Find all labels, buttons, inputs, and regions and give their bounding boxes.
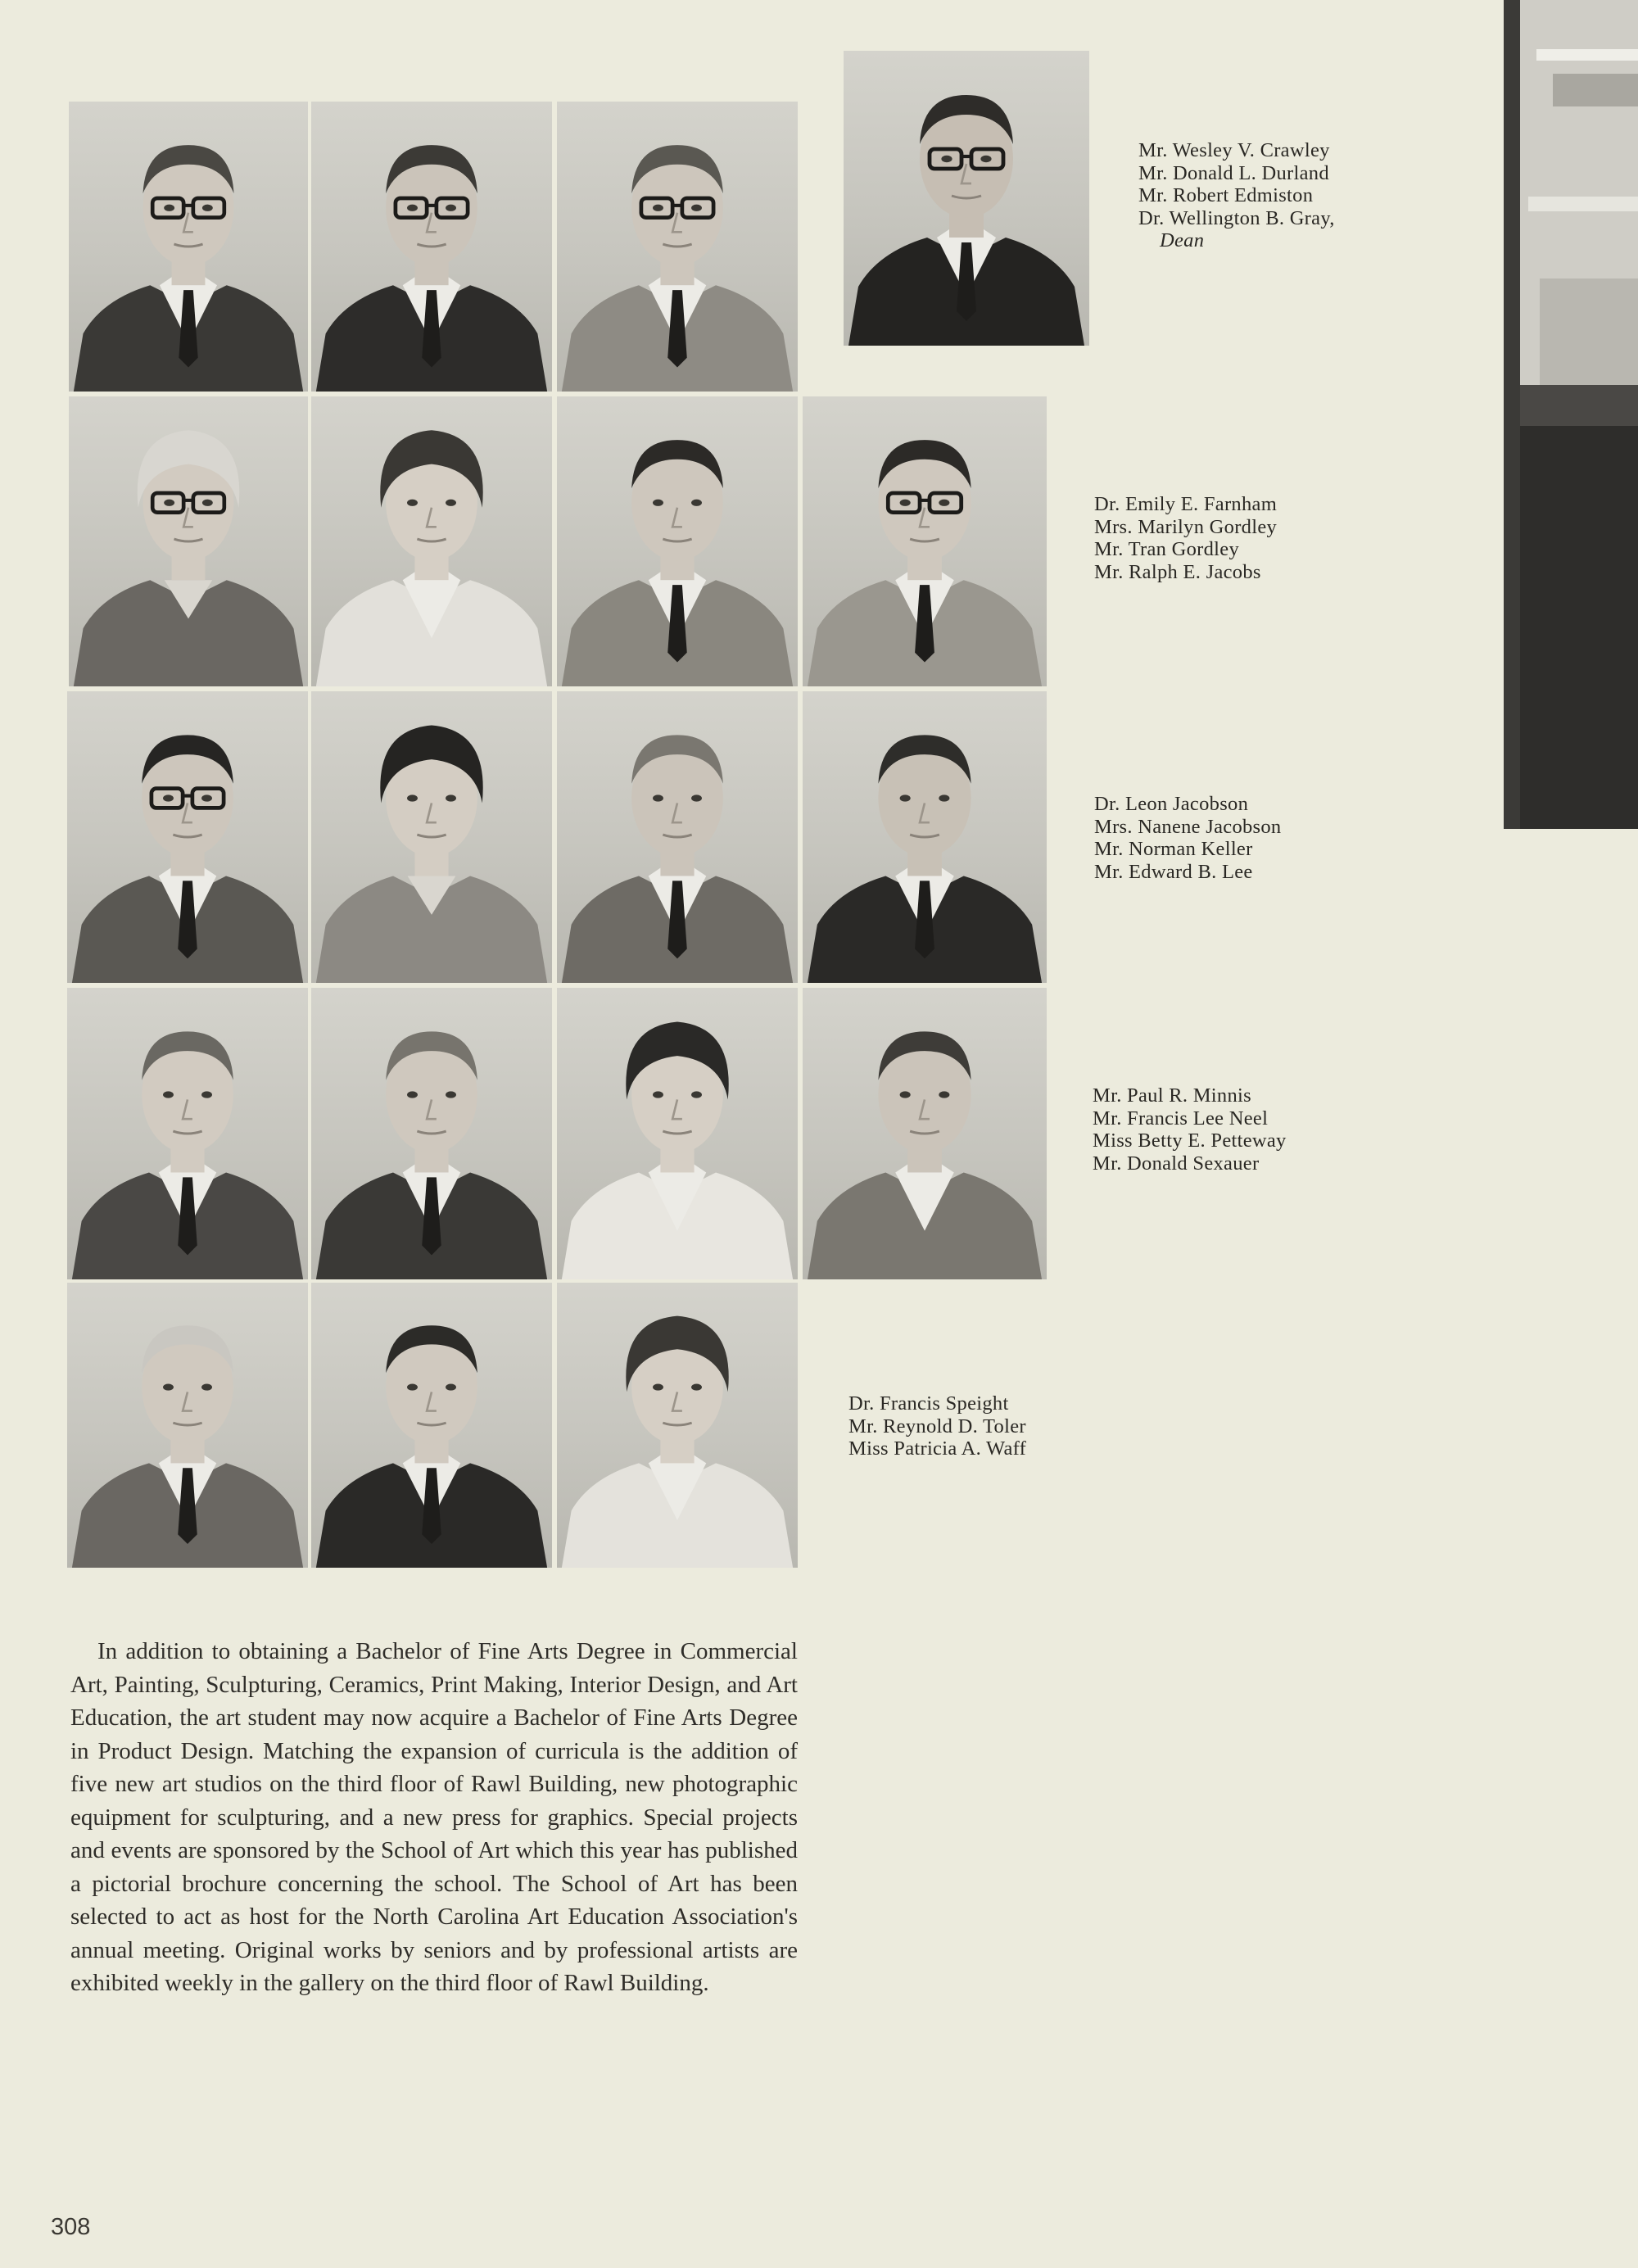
portrait-photo	[844, 51, 1089, 346]
caption-name: Mr. Reynold D. Toler	[848, 1415, 1026, 1437]
body-paragraph: In addition to obtaining a Bachelor of Fine Arts Degree in Commercial Art, Painting, Sculpturing, Ceramics, Print Making, Interior Design, and Art Education, the art student may now acquire a Bachelor of Fine Arts Degree in Product Design. Matching the expansion of curricula is the addition of five new art studios on the third floor of Rawl Building, new photographic equipment for sculpturing, and a new press for graphics. Special projects and events are sponsored by the School of Art which this year has published a pictorial brochure concerning the school. The School of Art has been selected to act as host for the North Carolina Art Education Association's annual meeting. Original works by seniors and by professional artists are exhibited weekly in the gallery on the third floor of Rawl Building.	[70, 1638, 798, 1996]
portrait-photo	[67, 1283, 308, 1568]
portrait-photo	[803, 691, 1047, 983]
portrait-photo	[557, 691, 798, 983]
portrait-photo	[311, 988, 552, 1279]
caption-name: Dr. Wellington B. Gray,	[1138, 206, 1335, 229]
portrait-photo	[557, 988, 798, 1279]
caption-name: Mrs. Marilyn Gordley	[1094, 515, 1278, 538]
portrait-photo	[69, 396, 308, 686]
portrait-photo	[67, 988, 308, 1279]
caption-name: Mr. Ralph E. Jacobs	[1094, 560, 1261, 583]
portrait-photo	[311, 691, 552, 983]
portrait-photo	[69, 102, 308, 392]
caption-group-2	[1094, 493, 1277, 583]
caption-name: Mr. Edward B. Lee	[1094, 860, 1253, 883]
caption-group-1	[1138, 139, 1335, 252]
caption-name: Mr. Francis Lee Neel	[1093, 1107, 1269, 1129]
caption-name: Mr. Wesley V. Crawley	[1138, 139, 1330, 161]
page-number: 308	[51, 2214, 91, 2240]
portrait-photo	[803, 396, 1047, 686]
caption-name: Dr. Emily E. Farnham	[1094, 493, 1278, 515]
portrait-photo	[557, 1283, 798, 1568]
portrait-photo	[311, 1283, 552, 1568]
caption-name: Mr. Tran Gordley	[1094, 538, 1239, 560]
caption-name: Mr. Robert Edmiston	[1138, 184, 1314, 206]
caption-name: Dr. Francis Speight	[848, 1392, 1009, 1415]
caption-name: Mr. Donald L. Durland	[1138, 161, 1329, 184]
caption-group-4	[1093, 1084, 1287, 1175]
caption-name: Mrs. Nanene Jacobson	[1094, 815, 1282, 838]
portrait-photo	[557, 396, 798, 686]
portrait-photo	[311, 102, 552, 392]
caption-name: Mr. Paul R. Minnis	[1093, 1084, 1251, 1107]
caption-name: Mr. Norman Keller	[1094, 838, 1253, 860]
caption-name: Miss Patricia A. Waff	[848, 1437, 1027, 1460]
portrait-photo	[803, 988, 1047, 1279]
caption-name: Mr. Donald Sexauer	[1093, 1152, 1260, 1175]
caption-name: Miss Betty E. Petteway	[1093, 1129, 1287, 1152]
edge-photo	[1504, 0, 1638, 829]
portrait-photo	[311, 396, 552, 686]
caption-title: Dean	[1160, 229, 1205, 251]
portrait-photo	[67, 691, 308, 983]
caption-group-5	[848, 1392, 1026, 1460]
caption-group-3	[1094, 793, 1282, 883]
caption-name: Dr. Leon Jacobson	[1094, 793, 1249, 815]
portrait-photo	[557, 102, 798, 392]
